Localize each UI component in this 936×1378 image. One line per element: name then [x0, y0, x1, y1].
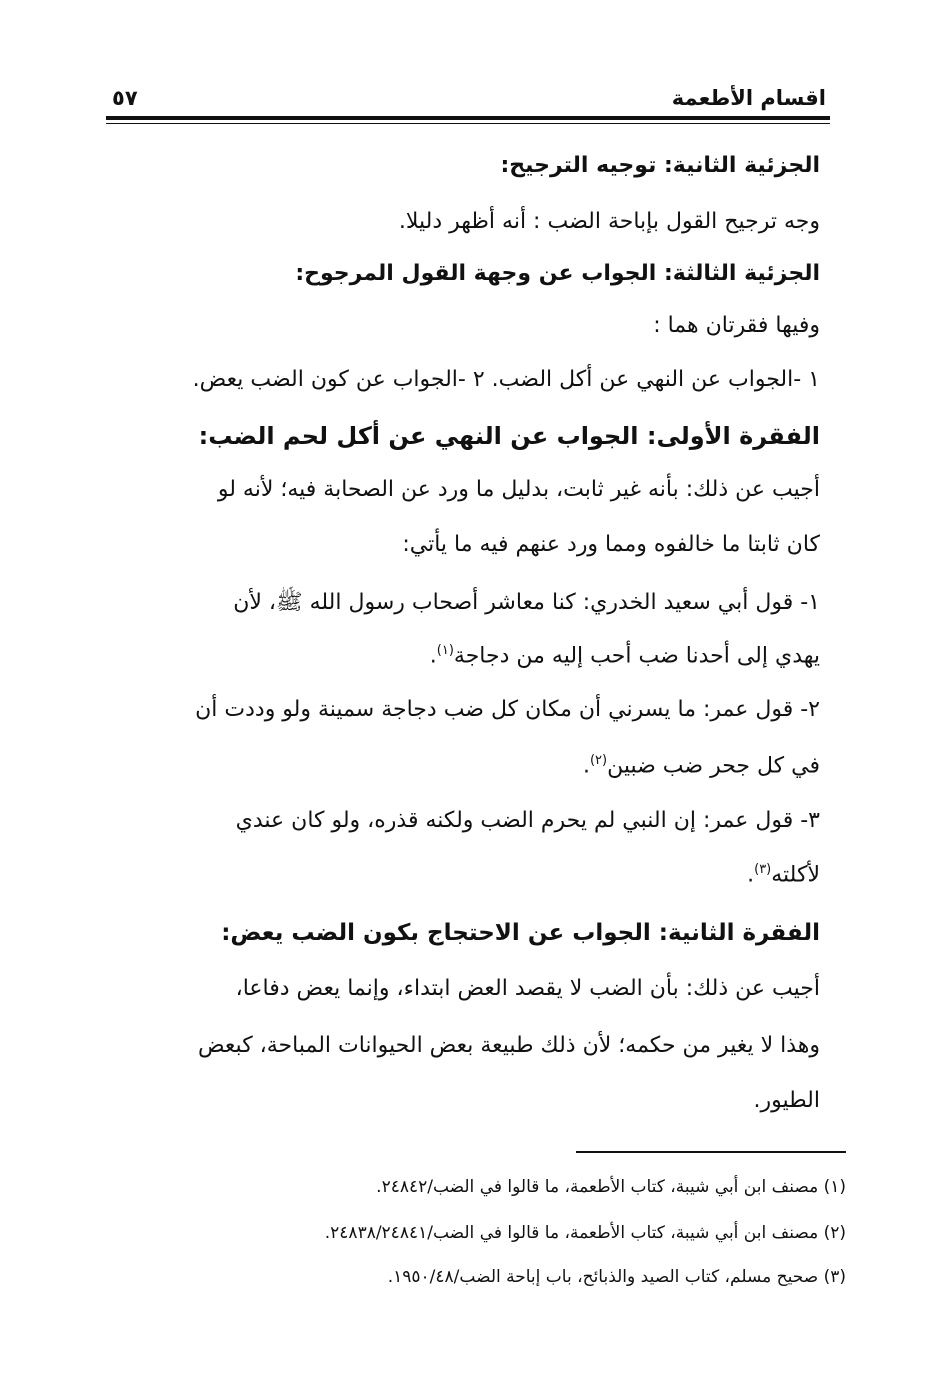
- paragraph-line: وهذا لا يغير من حكمه؛ لأن ذلك طبيعة بعض الحيوانات المباحة، كبعض: [197, 1033, 820, 1058]
- running-header: [106, 80, 826, 120]
- footnote-2: (٢) مصنف ابن أبي شيبة، كتاب الأطعمة، ما قالوا في الضب/٢٤٨٣٨/٢٤٨٤١.: [324, 1223, 846, 1243]
- page-number: ٥٧: [112, 86, 138, 110]
- footnote-separator: [576, 1151, 846, 1153]
- paragraph-line: وفيها فقرتان هما :: [653, 313, 820, 338]
- footnote-ref: (٣): [754, 862, 772, 877]
- line-text: في كل جحر ضب ضبين: [607, 753, 820, 779]
- paragraph-line: الطيور.: [753, 1088, 820, 1113]
- paragraph-line: أجيب عن ذلك: بأنه غير ثابت، بدليل ما ورد عن الصحابة فيه؛ لأنه لو: [217, 477, 820, 502]
- line-text: لأكلته: [771, 862, 820, 888]
- subheading-third-part: الجزئية الثالثة: الجواب عن وجهة القول المرجوح:: [295, 261, 820, 286]
- line-end-period: .: [747, 862, 755, 888]
- list-item-3: ٣- قول عمر: إن النبي لم يحرم الضب ولكنه قذره، ولو كان عندي: [235, 808, 820, 833]
- paragraph-line: [747, 862, 820, 887]
- paragraph-line: ١ -الجواب عن النهي عن أكل الضب. ٢ -الجواب عن كون الضب يعض.: [192, 367, 820, 392]
- footnote-3: (٣) صحيح مسلم، كتاب الصيد والذبائح، باب إباحة الضب/١٩٥٠/٤٨.: [387, 1267, 846, 1287]
- line-end-period: .: [582, 753, 590, 779]
- section-heading-first-paragraph: الفقرة الأولى: الجواب عن النهي عن أكل لحم الضب:: [198, 422, 820, 450]
- paragraph-line: كان ثابتا ما خالفوه ومما ورد عنهم فيه ما يأتي:: [402, 532, 820, 557]
- header-rule-thin: [106, 123, 830, 124]
- subheading-second-part: الجزئية الثانية: توجيه الترجيح:: [500, 153, 820, 178]
- paragraph-line: [430, 643, 820, 668]
- footnote-ref: (٢): [589, 753, 608, 768]
- section-heading-second-paragraph: الفقرة الثانية: الجواب عن الاحتجاج بكون الضب يعض:: [221, 920, 820, 946]
- line-end-period: .: [429, 643, 437, 669]
- paragraph-line: أجيب عن ذلك: بأن الضب لا يقصد العض ابتداء، وإنما يعض دفاعا،: [235, 976, 820, 1001]
- list-item-2: ٢- قول عمر: ما يسرني أن مكان كل ضب دجاجة سمينة ولو وددت أن: [195, 697, 820, 722]
- header-rule-thick: [106, 116, 830, 120]
- chapter-title: اقسام الأطعمة: [671, 86, 826, 110]
- list-item-1: ١- قول أبي سعيد الخدري: كنا معاشر أصحاب رسول الله ﷺ، لأن: [233, 590, 820, 615]
- paragraph-line: وجه ترجيح القول بإباحة الضب : أنه أظهر دليلا.: [398, 209, 820, 234]
- paragraph-line: [583, 753, 820, 778]
- footnote-1: (١) مصنف ابن أبي شيبة، كتاب الأطعمة، ما قالوا في الضب/٢٤٨٤٢.: [376, 1177, 846, 1197]
- line-text: يهدي إلى أحدنا ضب أحب إليه من دجاجة: [453, 643, 820, 669]
- footnote-ref: (١): [436, 643, 454, 658]
